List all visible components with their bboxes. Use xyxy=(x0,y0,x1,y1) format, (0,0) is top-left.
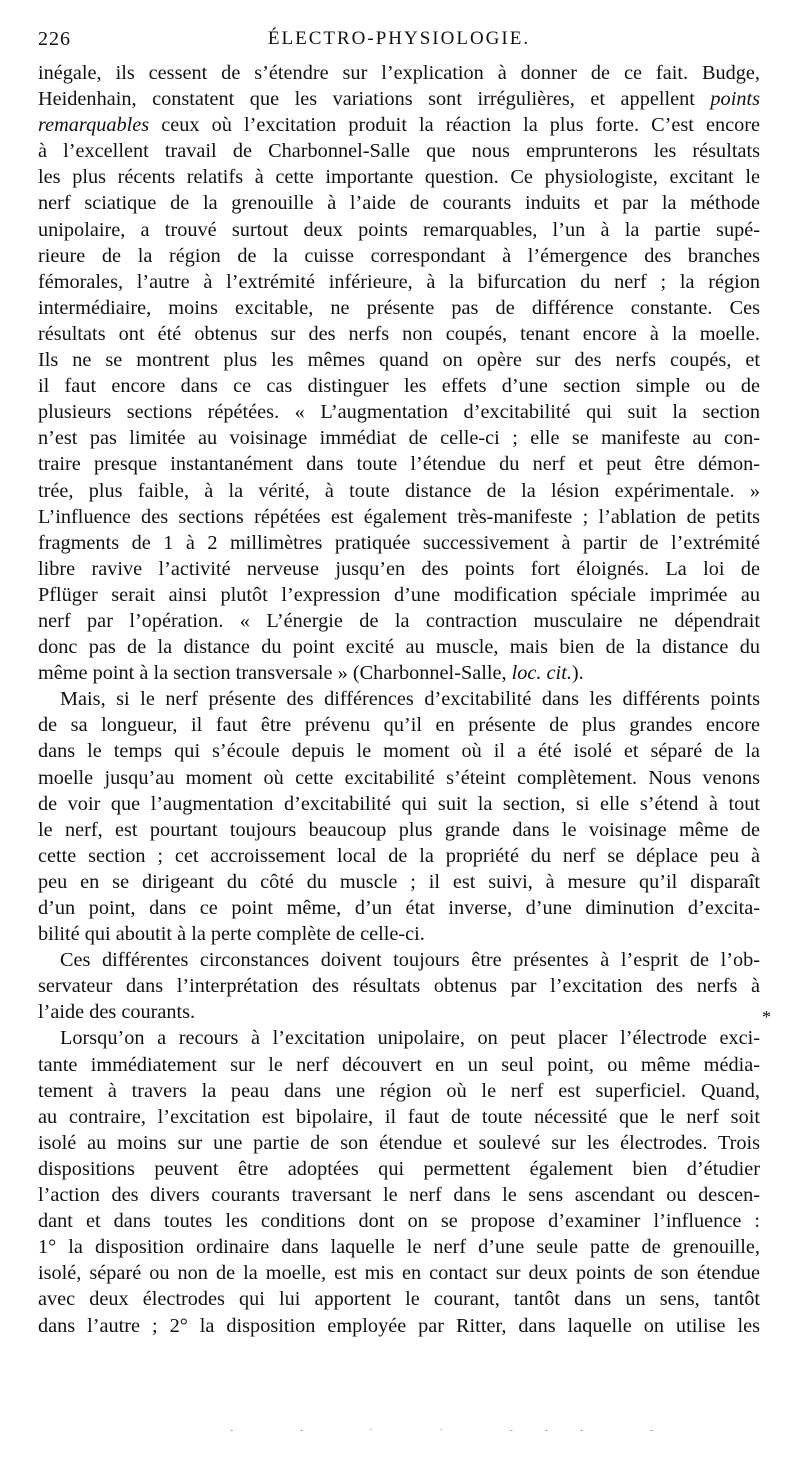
text-line: intermédiaire, moins excitable, ne présente pas de différence constante. Ces xyxy=(38,296,760,319)
text-span: Heidenhain, constatent que les variations sont irrégulières, et appellent xyxy=(38,88,711,111)
text-line: les plus récents relatifs à cette importante question. Ce physiologiste, excitant le xyxy=(38,166,760,189)
footer-print-specks: - - · · --- - xyxy=(230,1425,686,1436)
paragraph xyxy=(38,686,760,947)
text-line: Pflüger serait ainsi plutôt l’expression d’une modification spéciale imprimée au xyxy=(38,583,760,606)
text-line: traire presque instantanément dans toute l’étendue du nerf et peut être démon- xyxy=(38,453,760,476)
text-span: même point à la section transversale » (Charbonnel-Salle, xyxy=(38,662,512,685)
text-line: l’aide des courants. xyxy=(38,1001,196,1024)
text-line: inégale, ils cessent de s’étendre sur l’explication à donner de ce fait. Budge, xyxy=(38,62,760,84)
text-line xyxy=(38,660,760,686)
text-line: Ils ne se montrent plus les mêmes quand on opère sur des nerfs coupés, et xyxy=(38,349,760,372)
text-line: de sa longueur, il faut être prévenu qu’il en présente de plus grandes encore xyxy=(38,714,760,737)
text-line: Lorsqu’on a recours à l’excitation unipolaire, on peut placer l’électrode exci- xyxy=(60,1027,760,1050)
text-line: l’action des divers courants traversant le nerf dans le sens ascendant ou descen- xyxy=(38,1184,760,1207)
text-line: cette section ; cet accroissement local de la propriété du nerf se déplace peu à xyxy=(38,844,760,867)
text-line: trée, plus faible, à la vérité, à toute distance de la lésion expérimentale. » xyxy=(38,479,760,502)
text-line: bilité qui aboutit à la perte complète de celle-ci. xyxy=(38,923,425,946)
text-line: fragments de 1 à 2 millimètres pratiquée successivement à partir de l’extrémité xyxy=(38,531,760,554)
text-line xyxy=(38,86,760,112)
text-line: peu en se dirigeant du côté du muscle ; il est suivi, à mesure qu’il disparaît xyxy=(38,870,760,893)
text-line: tement à travers la peau dans une région où le nerf est superficiel. Quand, xyxy=(38,1079,760,1102)
text-line: plusieurs sections répétées. « L’augmentation d’excitabilité qui suit la section xyxy=(38,401,760,424)
text-line: isolé au moins sur une partie de son étendue et soulevé sur les électrodes. Trois xyxy=(38,1131,760,1154)
text-span: ceux où l’excitation produit la réaction la plus forte. C’est encore xyxy=(161,114,761,137)
text-line: servateur dans l’interprétation des résultats obtenus par l’excitation des nerfs à xyxy=(38,975,760,998)
text-line: nerf par l’opération. « L’énergie de la contraction musculaire ne dépendrait xyxy=(38,609,760,632)
text-line: il faut encore dans ce cas distinguer les effets d’une section simple ou de xyxy=(38,375,760,398)
text-line: dispositions peuvent être adoptées qui permettent également bien d’étudier xyxy=(38,1157,760,1180)
running-title: ÉLECTRO-PHYSIOLOGIE. xyxy=(267,28,531,49)
paragraph xyxy=(38,947,760,1025)
text-line: Ces différentes circonstances doivent toujours être présentes à l’esprit de l’ob- xyxy=(60,949,760,972)
text-line: nerf sciatique de la grenouille à l’aide de courants induits et par la méthode xyxy=(38,192,760,215)
page-header xyxy=(38,28,760,56)
text-line: n’est pas limitée au voisinage immédiat de celle-ci ; elle se manifeste au con- xyxy=(38,427,760,450)
text-line: résultats ont été obtenus sur des nerfs non coupés, tenant encore à la moelle. xyxy=(38,322,760,345)
text-line: à l’excellent travail de Charbonnel-Salle que nous emprunterons les résultats xyxy=(38,140,760,163)
text-line: rieure de la région de la cuisse correspondant à l’émergence des branches xyxy=(38,244,760,267)
italic-term: remarquables xyxy=(38,114,150,137)
text-line: 1° la disposition ordinaire dans laquelle le nerf d’une seule patte de grenouille, xyxy=(38,1236,760,1259)
italic-term: points xyxy=(710,88,760,111)
text-line: au contraire, l’excitation est bipolaire, il faut de toute nécessité que le nerf soit xyxy=(38,1105,760,1128)
text-line: dant et dans toutes les conditions dont on se propose d’examiner l’influence : xyxy=(38,1210,760,1233)
text-line: unipolaire, a trouvé surtout deux points remarquables, l’un à la partie supé- xyxy=(38,218,760,241)
text-line: dans l’autre ; 2° la disposition employée par Ritter, dans laquelle on utilise les xyxy=(38,1314,760,1337)
paragraph xyxy=(38,60,760,686)
page-number: 226 xyxy=(38,28,71,50)
text-span: ). xyxy=(571,662,584,685)
text-line: le nerf, est pourtant toujours beaucoup plus grande dans le voisinage même de xyxy=(38,818,760,841)
body-text xyxy=(38,60,760,1339)
text-line: moelle jusqu’au moment où cette excitabilité s’éteint complètement. Nous venons xyxy=(38,766,760,789)
text-line xyxy=(38,112,760,138)
text-line: L’influence des sections répétées est également très-manifeste ; l’ablation de petits xyxy=(38,505,760,528)
text-line: d’un point, dans ce point même, d’un état inverse, d’une diminution d’excita- xyxy=(38,897,760,919)
italic-citation: loc. cit. xyxy=(511,662,572,685)
text-line: de voir que l’augmentation d’excitabilité qui suit la section, si elle s’étend à tout xyxy=(38,792,760,815)
margin-asterisk-mark: * xyxy=(762,1007,771,1027)
paragraph xyxy=(38,1025,760,1338)
text-line: Mais, si le nerf présente des différences d’excitabilité dans les différents points xyxy=(60,688,760,711)
text-line: isolé, séparé ou non de la moelle, est mis en contact sur deux points de son étendue xyxy=(38,1262,760,1285)
text-line: donc pas de la distance du point excité au muscle, mais bien de la distance du xyxy=(38,636,760,659)
text-line: dans le temps qui s’écoule depuis le moment où il a été isolé et séparé de la xyxy=(38,740,760,763)
text-line: tante immédiatement sur le nerf découvert en un seul point, ou même média- xyxy=(38,1053,760,1076)
text-line: libre ravive l’activité nerveuse jusqu’en des points fort éloignés. La loi de xyxy=(38,557,760,580)
text-line: avec deux électrodes qui lui apportent le courant, tantôt dans un sens, tantôt xyxy=(38,1288,760,1311)
text-line: fémorales, l’autre à l’extrémité inférieure, à la bifurcation du nerf ; la région xyxy=(38,270,760,293)
